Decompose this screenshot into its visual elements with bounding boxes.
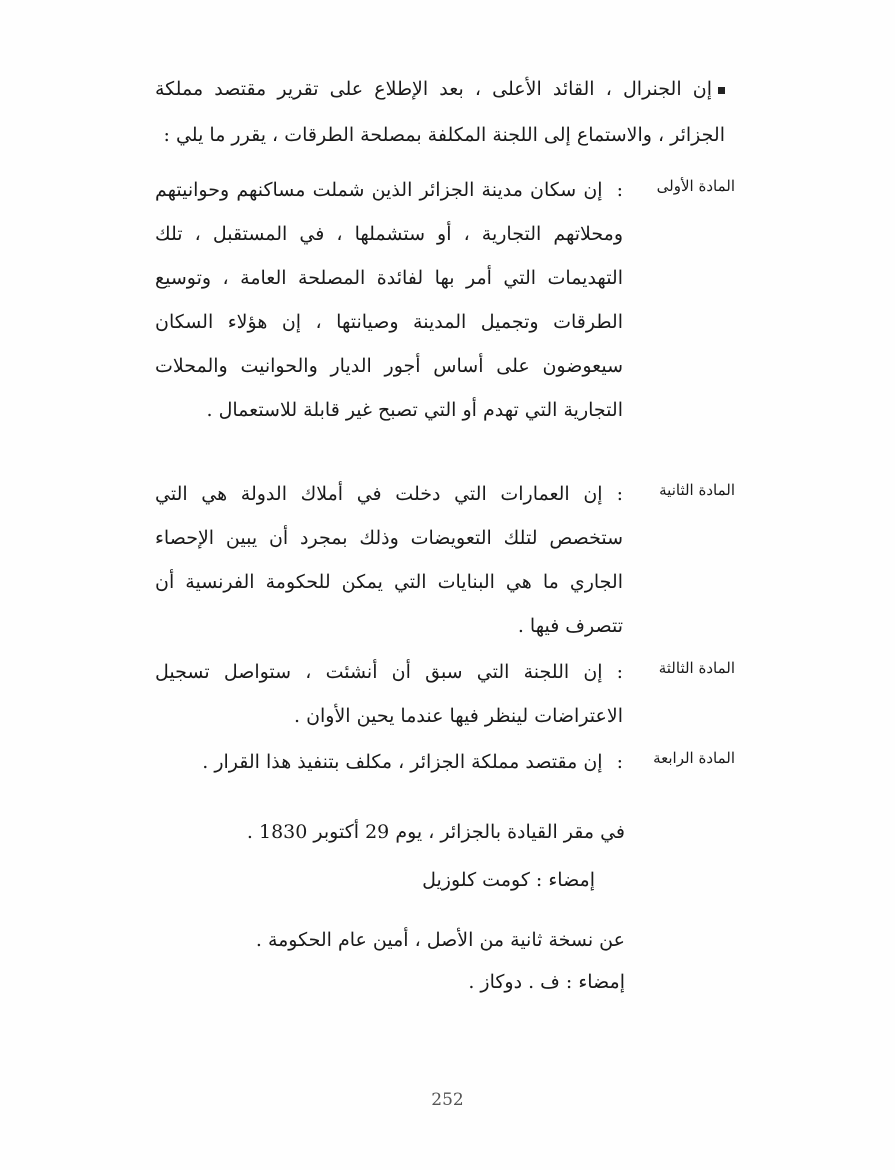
article-fourth: [155, 740, 735, 784]
article-text: إن العمارات التي دخلت في أملاك الدولة هي التي ستخصص لتلك التعويضات وذلك بمجرد أن يبين الإحصاء الجاري ما هي البنايات التي يمكن للحكومة الفرنسية أن تتصرف فيها .: [155, 483, 623, 637]
article-third: [155, 650, 735, 738]
article-title: المادة الثالثة: [658, 659, 735, 677]
signature-clauzel: إمضاء : كومت كلوزيل: [422, 869, 595, 891]
article-body: :إن مقتصد مملكة الجزائر ، مكلف بتنفيذ هذا القرار .: [202, 751, 623, 773]
intro-paragraph: [155, 66, 725, 158]
article-body: :إن سكان مدينة الجزائر الذين شملت مساكنهم وحوانيتهم ومحلاتهم التجارية ، أو ستشملها ، في المستقبل ، تلك التهديمات التي أمر بها لفائدة المصلحة العامة ، وتوسيع الطرقات وتجميل المدينة وصيانتها ، إن هؤلاء السكان سيعوضون على أساس أجور الديار والحوانيت والمحلات التجارية التي تهدم أو التي تصبح غير قابلة للاستعمال .: [155, 179, 623, 421]
article-title: المادة الأولى: [656, 177, 735, 195]
article-second: [155, 472, 735, 648]
article-title: المادة الرابعة: [653, 749, 735, 767]
article-text: إن سكان مدينة الجزائر الذين شملت مساكنهم وحوانيتهم ومحلاتهم التجارية ، أو ستشملها ، في المستقبل ، تلك التهديمات التي أمر بها لفائدة المصلحة العامة ، وتوسيع الطرقات وتجميل المدينة وصيانتها ، إن هؤلاء السكان سيعوضون على أساس أجور الديار والحوانيت والمحلات التجارية التي تهدم أو التي تصبح غير قابلة للاستعمال .: [155, 179, 623, 421]
signature-ducaz: إمضاء : ف . دوكاز .: [468, 971, 625, 993]
article-title: المادة الثانية: [659, 481, 735, 499]
article-first: [155, 168, 735, 432]
article-text: إن مقتصد مملكة الجزائر ، مكلف بتنفيذ هذا القرار .: [202, 751, 603, 773]
article-text: إن اللجنة التي سبق أن أنشئت ، ستواصل تسجيل الاعتراضات لينظر فيها عندما يحين الأوان .: [155, 661, 623, 727]
article-body: :إن العمارات التي دخلت في أملاك الدولة هي التي ستخصص لتلك التعويضات وذلك بمجرد أن يبين الإحصاء الجاري ما هي البنايات التي يمكن للحكومة الفرنسية أن تتصرف فيها .: [155, 483, 623, 637]
article-body: :إن اللجنة التي سبق أن أنشئت ، ستواصل تسجيل الاعتراضات لينظر فيها عندما يحين الأوان .: [155, 661, 623, 727]
bullet-marker: [718, 87, 725, 94]
place-date-line: في مقر القيادة بالجزائر ، يوم 29 أكتوبر 1830 .: [246, 821, 625, 843]
page-number: 252: [431, 1090, 464, 1110]
intro-text: إن الجنرال ، القائد الأعلى ، بعد الإطلاع على تقرير مقتصد مملكة الجزائر ، والاستماع إلى اللجنة المكلفة بمصلحة الطرقات ، يقرر ما يلي :: [155, 78, 725, 146]
copy-note-line: عن نسخة ثانية من الأصل ، أمين عام الحكومة .: [255, 929, 625, 951]
